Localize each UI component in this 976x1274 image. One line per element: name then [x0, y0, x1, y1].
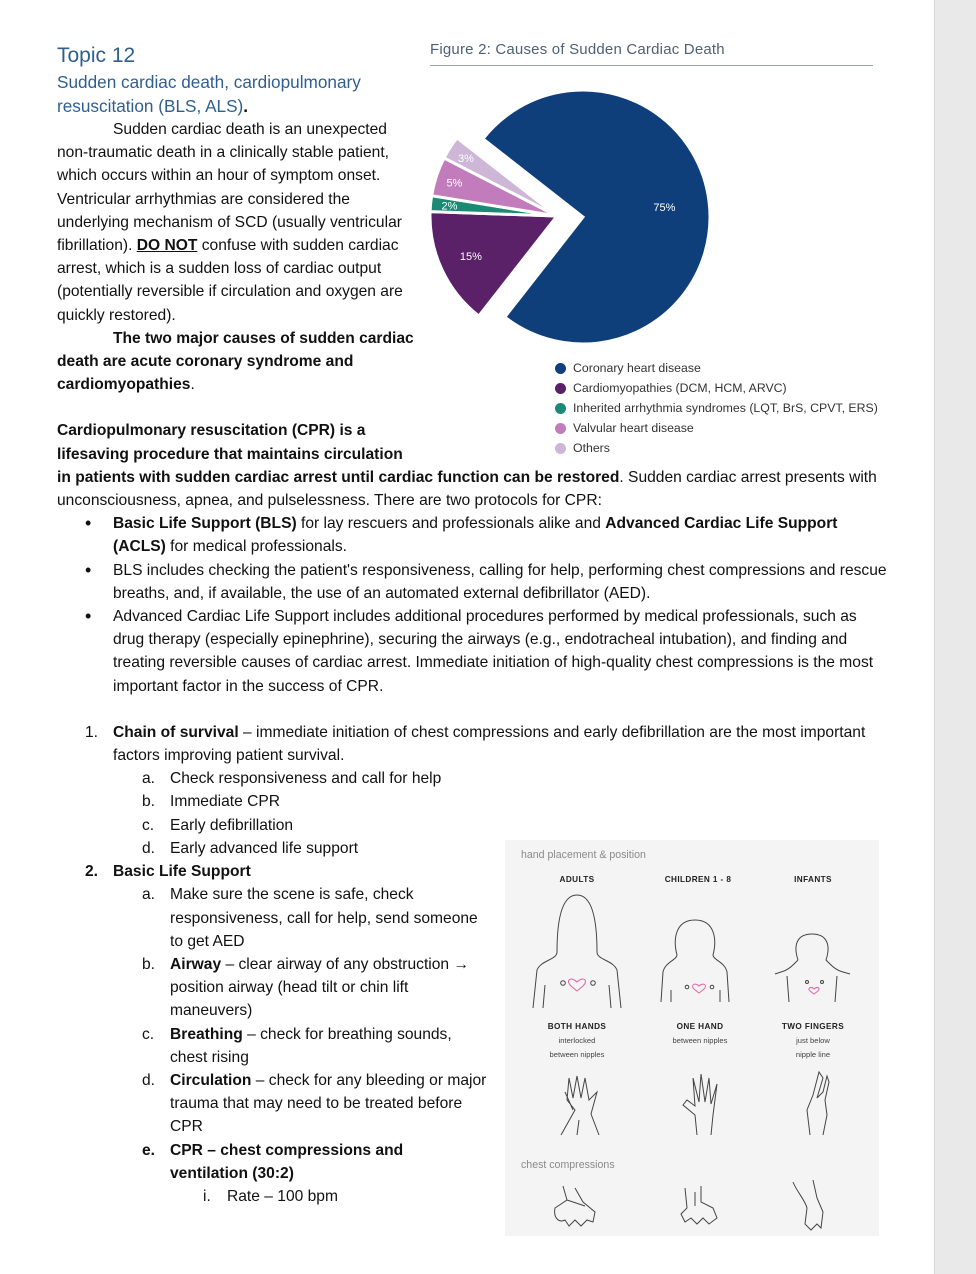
list-text: Make sure the scene is safe, check responsiveness, call for help, send someone to get AED [170, 886, 478, 950]
major-causes-text: The two major causes of sudden cardiac death are acute coronary syndrome and cardiomyopathies [57, 329, 414, 394]
section-label-compressions: chest compressions [521, 1159, 615, 1171]
bullet-item [57, 559, 887, 605]
cpr-hand-placement-figure [505, 840, 879, 1236]
pie-data-label: 5% [446, 177, 463, 190]
item-text: – immediate initiation of chest compressions and early defibrillation are the most important factors improving patient survival. [113, 723, 866, 765]
subtitle-line1: Sudden cardiac death, cardiopulmonary [57, 72, 361, 92]
detail-adults [522, 1034, 632, 1062]
list-term: Airway [170, 955, 222, 973]
list-letter: e. [142, 1141, 156, 1159]
list-letter: c. [142, 1025, 155, 1043]
detail-line: interlocked [558, 1036, 596, 1045]
legend-label: Others [573, 441, 610, 455]
legend-swatch [555, 423, 566, 434]
list-term: Breathing [170, 1025, 243, 1043]
bullet-item [57, 512, 887, 558]
method-infants: TWO FINGERS [781, 1022, 845, 1031]
cpr-protocols-list [57, 512, 887, 698]
legend-label: Valvular heart disease [573, 421, 694, 435]
bullet-text: Advanced Cardiac Life Support includes additional procedures performed by medical professionals, such as drug therapy (especially epinephrine), securing the airways (e.g., endotracheal intubation), and finding and treating reversible causes of cardiac arrest. Immediate initiation of high-quality chest compressions is the most important factor in the success of CPR. [113, 608, 874, 695]
detail-line: between nipples [672, 1036, 728, 1045]
item-title: Chain of survival [113, 723, 239, 741]
list-letter: b. [142, 955, 156, 973]
list-number: 2. [85, 863, 99, 881]
cpr-intro-bold: Cardiopulmonary resuscitation (CPR) is a lifesaving procedure that maintains circulation in patients with sudden cardiac arrest until cardiac function can be restored [57, 422, 620, 486]
list-text: Early advanced life support [170, 839, 359, 857]
body-outlines-icon [505, 890, 879, 1010]
intro-text: Sudden cardiac death is an unexpected non-traumatic death in a clinically stable patient, which occurs within an hour of symptom onset. Ventricular arrhythmias are considered the underlying mechanism of SCD (usually ventricular fibrillation). [57, 121, 402, 255]
list-text: – clear airway of any obstruction → position airway (head tilt or chin lift maneuvers) [170, 955, 470, 1020]
list-item [57, 837, 497, 860]
list-roman: i. [203, 1187, 211, 1205]
list-item [57, 767, 497, 790]
method-children: ONE HAND [676, 1022, 724, 1031]
chain-subitems [57, 767, 497, 883]
list-letter: a. [142, 770, 156, 788]
list-letter: c. [142, 816, 155, 834]
bullet-text: for lay rescuers and professionals alike and [296, 515, 606, 533]
legend-item [555, 358, 878, 378]
legend-label: Cardiomyopathies (DCM, HCM, ARVC) [573, 381, 787, 395]
list-letter: a. [142, 886, 156, 904]
list-term: CPR – chest compressions and ventilation (30:2) [170, 1141, 404, 1182]
column-heading-infants: INFANTS [794, 875, 832, 884]
column-heading-children: CHILDREN 1 - 8 [664, 875, 732, 884]
figure-2 [420, 41, 887, 458]
list-term: Circulation [170, 1071, 252, 1089]
list-number: 1. [85, 723, 99, 741]
legend-item [555, 438, 878, 458]
column-heading-adults: ADULTS [559, 875, 595, 884]
detail-line: between nipples [549, 1050, 605, 1059]
bullet-text: BLS includes checking the patient's responsiveness, calling for help, performing chest compressions and rescue breaths, and, if available, the use of an automated external defibrillator (AED). [113, 561, 887, 602]
legend-swatch [555, 383, 566, 394]
legend-item [555, 418, 878, 438]
section-label-hand-placement: hand placement & position [521, 849, 646, 861]
topic-number: Topic 12 [57, 44, 136, 67]
legend-label: Inherited arrhythmia syndromes (LQT, BrS, CPVT, ERS) [573, 401, 878, 415]
list-item [57, 1139, 430, 1185]
list-text: – check for any bleeding or major trauma that may need to be treated before CPR [170, 1071, 487, 1136]
list-letter: d. [142, 839, 156, 857]
list-text: Rate – 100 bpm [227, 1187, 338, 1205]
acls-term: Advanced Cardiac Life Support (ACLS) [113, 515, 838, 556]
list-item [57, 790, 497, 813]
legend-item [555, 378, 878, 398]
chain-of-survival-item [57, 721, 887, 767]
figure-rule [430, 65, 873, 66]
pie-data-label: 2% [441, 200, 458, 213]
list-text: Early defibrillation [170, 816, 294, 834]
bls-item [57, 860, 497, 883]
list-item [57, 814, 497, 837]
pie-data-label: 15% [459, 251, 482, 264]
bls-subitems [57, 883, 487, 1208]
detail-line: nipple line [795, 1050, 831, 1059]
legend-swatch [555, 443, 566, 454]
spacer [57, 698, 887, 721]
pie-data-label: 3% [458, 152, 474, 165]
figure-title: Figure 2: Causes of Sudden Cardiac Death [430, 41, 725, 58]
list-item [57, 1185, 487, 1208]
bullet-text: for medical professionals. [165, 538, 347, 556]
subtitle-line2: resuscitation (BLS, ALS) [57, 96, 244, 116]
list-letter: b. [142, 793, 156, 811]
list-item [57, 953, 487, 1023]
cpr-intro-text: . Sudden cardiac arrest presents with unconsciousness, apnea, and pulselessness. There are two protocols for CPR: [57, 468, 877, 510]
legend-label: Coronary heart disease [573, 361, 701, 375]
period: . [190, 376, 195, 394]
list-text: Check responsiveness and call for help [170, 770, 442, 788]
detail-line: just below [796, 1036, 830, 1045]
list-letter: d. [142, 1071, 156, 1089]
legend-swatch [555, 403, 566, 414]
bls-term: Basic Life Support (BLS) [113, 515, 297, 533]
method-adults: BOTH HANDS [547, 1022, 607, 1031]
subtitle-period: . [243, 96, 249, 116]
chest-compression-icons [505, 1178, 879, 1236]
item-title: Basic Life Support [113, 863, 251, 881]
pie-data-label: 75% [653, 202, 676, 215]
detail-infants [758, 1034, 868, 1062]
list-item [57, 1023, 487, 1069]
legend-item [555, 398, 878, 418]
detail-children [645, 1034, 755, 1048]
legend-swatch [555, 363, 566, 374]
bullet-item [57, 605, 887, 698]
do-not-emphasis: DO NOT [136, 237, 198, 255]
list-item [57, 1069, 487, 1139]
list-item [57, 883, 487, 953]
list-text: – check for breathing sounds, chest rising [170, 1025, 452, 1066]
hand-position-icons [505, 1070, 879, 1140]
intro-text-continued: confuse with sudden cardiac arrest, which is a sudden loss of cardiac output (potentially reversible if circulation and oxygen are quickly restored). [57, 237, 403, 324]
pie-legend [555, 358, 878, 458]
list-text: Immediate CPR [170, 793, 281, 811]
pie-chart [420, 80, 730, 360]
